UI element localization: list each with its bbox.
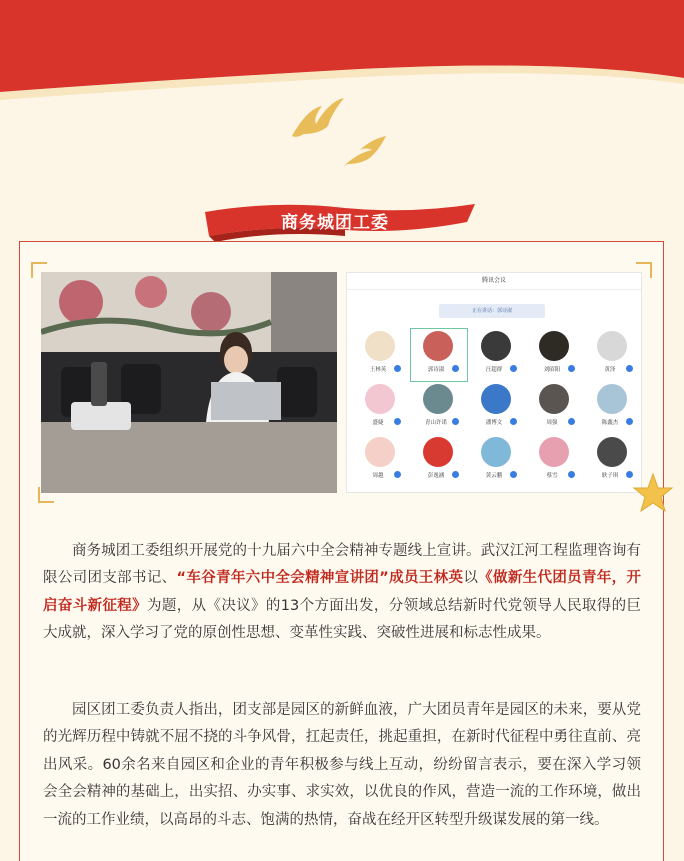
participant-name: 潘博文 [485, 420, 503, 426]
participant-name: 耿子琪 [601, 473, 619, 479]
participant-name: 周强 [546, 420, 558, 426]
avatar [365, 384, 395, 414]
participant-name: 盛婕 [372, 420, 384, 426]
section-title: 商务城团工委 [281, 213, 389, 233]
meeting-title: 腾讯会议 [481, 277, 506, 284]
participant-name: 青山许诺 [424, 420, 447, 426]
speaking-indicator: 正在讲话：郭诗淑 [439, 304, 545, 318]
participant-name: 蔡雪 [546, 473, 558, 479]
participant-tile [411, 382, 467, 434]
participant-tile [353, 382, 409, 434]
participant-name: 王林英 [369, 367, 387, 373]
participant-tile [353, 329, 409, 381]
mic-status-icon [626, 418, 633, 425]
mic-status-icon [626, 365, 633, 372]
avatar [597, 331, 627, 361]
highlight-presenter: “车谷青年六中全会精神宣讲团”成员王林英 [176, 570, 464, 587]
avatar [365, 331, 395, 361]
participant-name: 黄云鹏 [485, 473, 503, 479]
participant-grid [353, 329, 639, 489]
star-icon [632, 472, 674, 514]
avatar [365, 437, 395, 467]
participant-tile [585, 329, 641, 381]
avatar [597, 437, 627, 467]
mic-status-icon [568, 418, 575, 425]
avatar [423, 331, 453, 361]
participant-name: 刘昭阳 [543, 367, 561, 373]
participant-tile [527, 382, 583, 434]
mic-status-icon [452, 418, 459, 425]
participant-name: 周越 [372, 473, 384, 479]
paragraph-1: 商务城团工委组织开展党的十九届六中全会精神专题线上宣讲。武汉江河工程监理咨询有限公司团支部书记、“车谷青年六中全会精神宣讲团”成员王林英以《做新生代团员青年，开启奋斗新征程》为题，从《决议》的13个方面出发，分领域总结新时代党领导人民取得的巨大成就，深入学习了党的原创性思想、变革性实践、突破性进展和标志性成果。 [43, 543, 642, 642]
avatar [481, 437, 511, 467]
doves-icon [282, 88, 402, 178]
avatar [597, 384, 627, 414]
highlight-topic: 《做新生代团员青年，开启奋斗新征程》 [43, 570, 642, 614]
participant-tile [527, 435, 583, 487]
participant-tile [469, 329, 525, 381]
presenter-photo [41, 272, 337, 493]
avatar [481, 331, 511, 361]
paragraph-2: 园区团工委负责人指出，团支部是园区的新鲜血液，广大团员青年是园区的未来，要从党的光辉历程中铸就不屈不挠的斗争风骨，扛起责任，挑起重担，在新时代征程中勇往直前、亮出风采。60余名来自园区和企业的青年积极参与线上互动，纷纷留言表示，要在深入学习领会全会精神的基础上，出实招、办实事、求实效，以优良的作风，营造一流的工作环境，做出一流的工作业绩，以高昂的斗志、饱满的热情，奋战在经开区转型升级谋发展的第一线。 [43, 702, 641, 828]
participant-tile [469, 382, 525, 434]
avatar [423, 437, 453, 467]
avatar [539, 384, 569, 414]
participant-tile [469, 435, 525, 487]
mic-status-icon [394, 471, 401, 478]
mic-status-icon [452, 365, 459, 372]
participant-name: 郭诗淑 [427, 367, 445, 373]
mic-status-icon [568, 365, 575, 372]
mic-status-icon [568, 471, 575, 478]
participant-name: 彭逸涵 [427, 473, 445, 479]
mic-status-icon [394, 365, 401, 372]
mic-status-icon [510, 365, 517, 372]
mic-status-icon [394, 418, 401, 425]
participant-tile [527, 329, 583, 381]
avatar [539, 331, 569, 361]
mic-status-icon [510, 418, 517, 425]
participant-name: 汪超群 [485, 367, 503, 373]
participant-name: 黄泽 [604, 367, 616, 373]
participant-tile [411, 435, 467, 487]
mic-status-icon [452, 471, 459, 478]
participant-tile [585, 382, 641, 434]
mic-status-icon [510, 471, 517, 478]
participant-tile [353, 435, 409, 487]
participant-tile [411, 329, 467, 381]
avatar [481, 384, 511, 414]
avatar [423, 384, 453, 414]
avatar [539, 437, 569, 467]
meeting-screenshot [346, 272, 642, 493]
participant-name: 陈鑫杰 [601, 420, 619, 426]
